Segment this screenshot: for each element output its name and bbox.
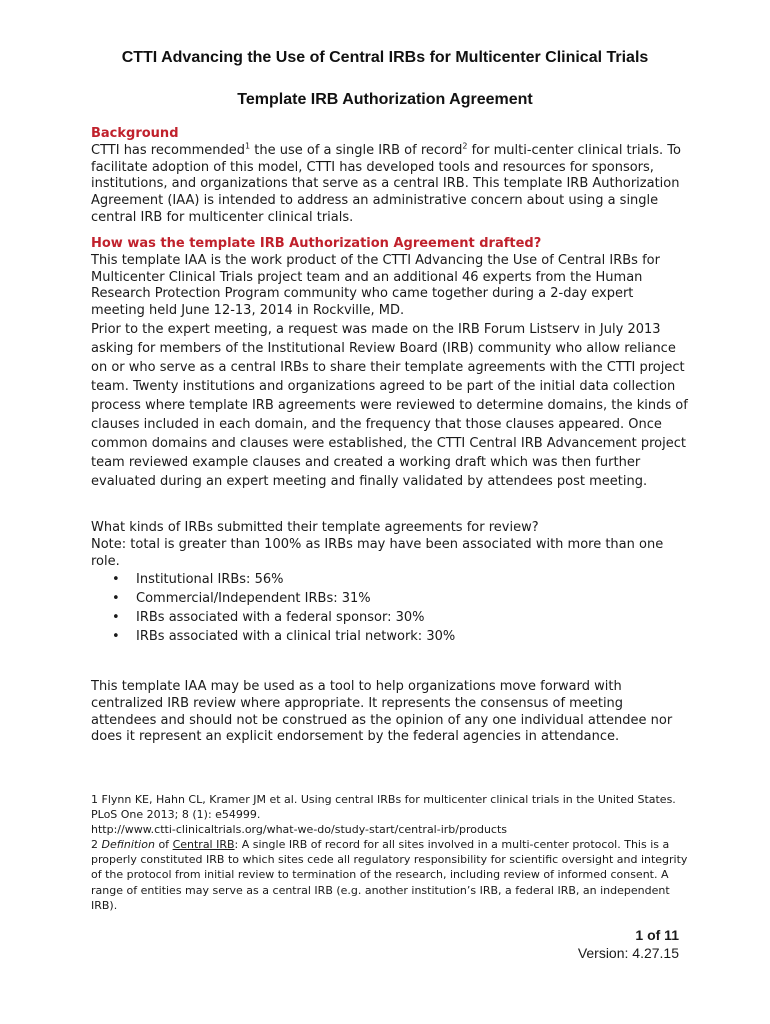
irb-type-list bbox=[91, 570, 691, 646]
footnotes bbox=[91, 792, 691, 913]
footnote-1-url[interactable]: http://www.ctti-clinicaltrials.org/what-we-do/study-start/central-irb/products bbox=[91, 823, 508, 837]
footnote-2 bbox=[91, 837, 691, 912]
survey-section bbox=[91, 520, 691, 646]
background-text-b: the use of a single IRB of record bbox=[250, 142, 463, 158]
bullet-icon: • bbox=[112, 610, 120, 626]
list-item-text: Institutional IRBs: 56% bbox=[136, 572, 284, 588]
drafted-heading: How was the template IRB Authorization Agreement drafted? bbox=[91, 236, 542, 251]
drafted-paragraph-2: Prior to the expert meeting, a request was made on the IRB Forum Listserv in July 2013 asking for members of the Institutional Review Board (IRB) community who allow reliance on or who serve as a central IRBs to share their template agreements with the CTTI project team. Twenty institutions and organizations agreed to be part of the initial data collection process where template IRB agreements were reviewed to determine domains, the kinds of clauses included in each domain, and the frequency that those clauses appeared. Once common domains and clauses were established, the CTTI Central IRB Advancement project team reviewed example clauses and created a working draft which was then further evaluated during an expert meeting and finally validated by attendees post meeting. bbox=[91, 321, 688, 489]
document-subtitle: Template IRB Authorization Agreement bbox=[237, 91, 533, 108]
footnote-2-text: : A single IRB of record for all sites involved in a multi-center protocol. This is a properly constituted IRB to which sites cede all regulatory responsibility for scientific oversight and integrity of the protocol from initial review to termination of the research, including review of informed consent. A range of entities may serve as a central IRB (e.g. another institution’s IRB, a federal IRB, an independent IRB). bbox=[91, 838, 688, 912]
list-item-text: IRBs associated with a clinical trial network: 30% bbox=[136, 629, 456, 645]
drafted-section bbox=[91, 236, 691, 491]
bullet-icon: • bbox=[112, 629, 120, 645]
bullet-icon: • bbox=[112, 572, 120, 588]
survey-question: What kinds of IRBs submitted their template agreements for review? bbox=[91, 520, 539, 535]
survey-note: Note: total is greater than 100% as IRBs may have been associated with more than one role. bbox=[91, 536, 664, 569]
footnote-1-citation: 1 Flynn KE, Hahn CL, Kramer JM et al. Using central IRBs for multicenter clinical trials in the United States. bbox=[91, 793, 676, 806]
disclaimer-section bbox=[91, 679, 691, 746]
footnote-2-definition-label: Definition bbox=[101, 838, 155, 852]
footnote-1-journal: PLoS One 2013; 8 (1): e54999. bbox=[91, 808, 261, 822]
background-text-c: for multi-center clinical trials. To facilitate adoption of this model, CTTI has developed tools and resources for sponsors, institutions, and organizations that serve as a central IRB. This template IRB Authorization Agreement (IAA) is intended to address an administrative concern about using a single central IRB for multicenter clinical trials. bbox=[91, 142, 681, 225]
background-paragraph bbox=[91, 143, 691, 227]
bullet-icon: • bbox=[112, 591, 120, 607]
list-item bbox=[91, 589, 691, 608]
drafted-paragraph-1: This template IAA is the work product of the CTTI Advancing the Use of Central IRBs for Multicenter Clinical Trials project team and an additional 46 experts from the Human Research Protection Program community who came together during a 2-day expert meeting held June 12-13, 2014 in Rockville, MD. bbox=[91, 252, 660, 319]
list-item bbox=[91, 627, 691, 646]
footnote-ref-1: 1 bbox=[245, 141, 251, 151]
document-title: CTTI Advancing the Use of Central IRBs for Multicenter Clinical Trials bbox=[121, 49, 649, 66]
background-section bbox=[91, 126, 691, 227]
background-text-a: CTTI has recommended bbox=[91, 142, 246, 158]
footnote-2-of: of bbox=[154, 838, 173, 852]
list-item bbox=[91, 608, 691, 627]
footnote-2-term: Central IRB bbox=[172, 838, 235, 852]
list-item-text: Commercial/Independent IRBs: 31% bbox=[136, 591, 371, 607]
version-label: Version: 4.27.15 bbox=[577, 945, 679, 961]
background-heading: Background bbox=[91, 126, 179, 141]
list-item-text: IRBs associated with a federal sponsor: 30% bbox=[136, 610, 425, 626]
list-item bbox=[91, 570, 691, 589]
footnote-2-number: 2 bbox=[91, 838, 102, 852]
page-number: 1 of 11 bbox=[635, 927, 679, 943]
disclaimer-paragraph: This template IAA may be used as a tool to help organizations move forward with centralized IRB review where appropriate. It represents the consensus of meeting attendees and should not be construed as the opinion of any one individual attendee nor does it represent an explicit endorsement by the federal agencies in attendance. bbox=[91, 679, 673, 745]
footnote-ref-2: 2 bbox=[462, 141, 468, 151]
